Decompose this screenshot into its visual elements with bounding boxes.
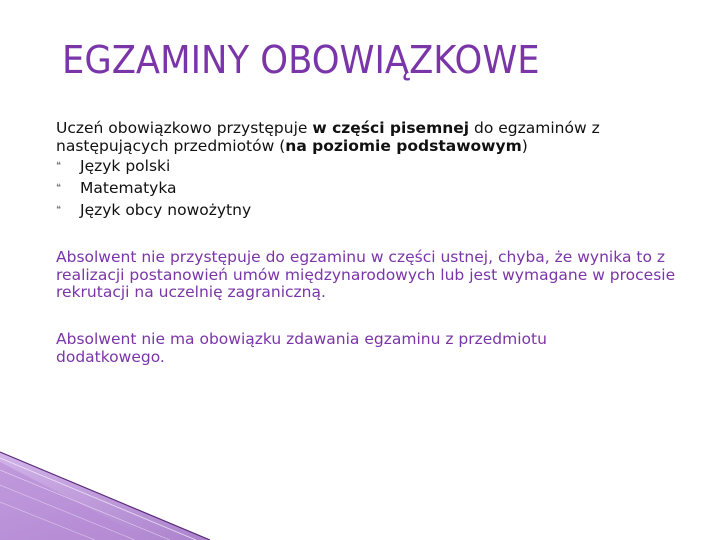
oral-exam-paragraph: Absolwent nie przystępuje do egzaminu w części ustnej, chyba, że wynika to z realizacji postanowień umów międzynarodowych lub jest wymagane w procesie rekrutacji na uczelnię zagraniczną. xyxy=(56,248,676,301)
list-item xyxy=(56,155,706,177)
list-item-label: Język polski xyxy=(80,157,171,175)
intro-bold-written: w części pisemnej xyxy=(312,119,470,137)
additional-subject-paragraph: Absolwent nie ma obowiązku zdawania egzaminu z przedmiotu dodatkowego. xyxy=(56,330,547,366)
list-item xyxy=(56,177,706,199)
intro-part-1: Uczeń obowiązkowo przystępuje xyxy=(56,119,313,137)
list-item-label: Język obcy nowożytny xyxy=(80,201,252,219)
intro-part-2: do egzaminów z następujących przedmiotów ( xyxy=(56,119,600,155)
content-block xyxy=(56,120,706,221)
list-item-label: Matematyka xyxy=(80,179,177,197)
list-item xyxy=(56,199,706,221)
quote-bullet-icon: ❝ xyxy=(56,161,61,171)
quote-bullet-icon: ❝ xyxy=(56,205,61,215)
slide-title: EGZAMINY OBOWIĄZKOWE xyxy=(62,38,540,82)
intro-part-3: ) xyxy=(521,136,528,155)
corner-decoration xyxy=(0,440,210,540)
intro-text xyxy=(56,120,706,155)
quote-bullet-icon: ❝ xyxy=(56,183,61,193)
subject-list xyxy=(56,155,706,221)
intro-bold-level: na poziomie podstawowym xyxy=(285,136,522,155)
